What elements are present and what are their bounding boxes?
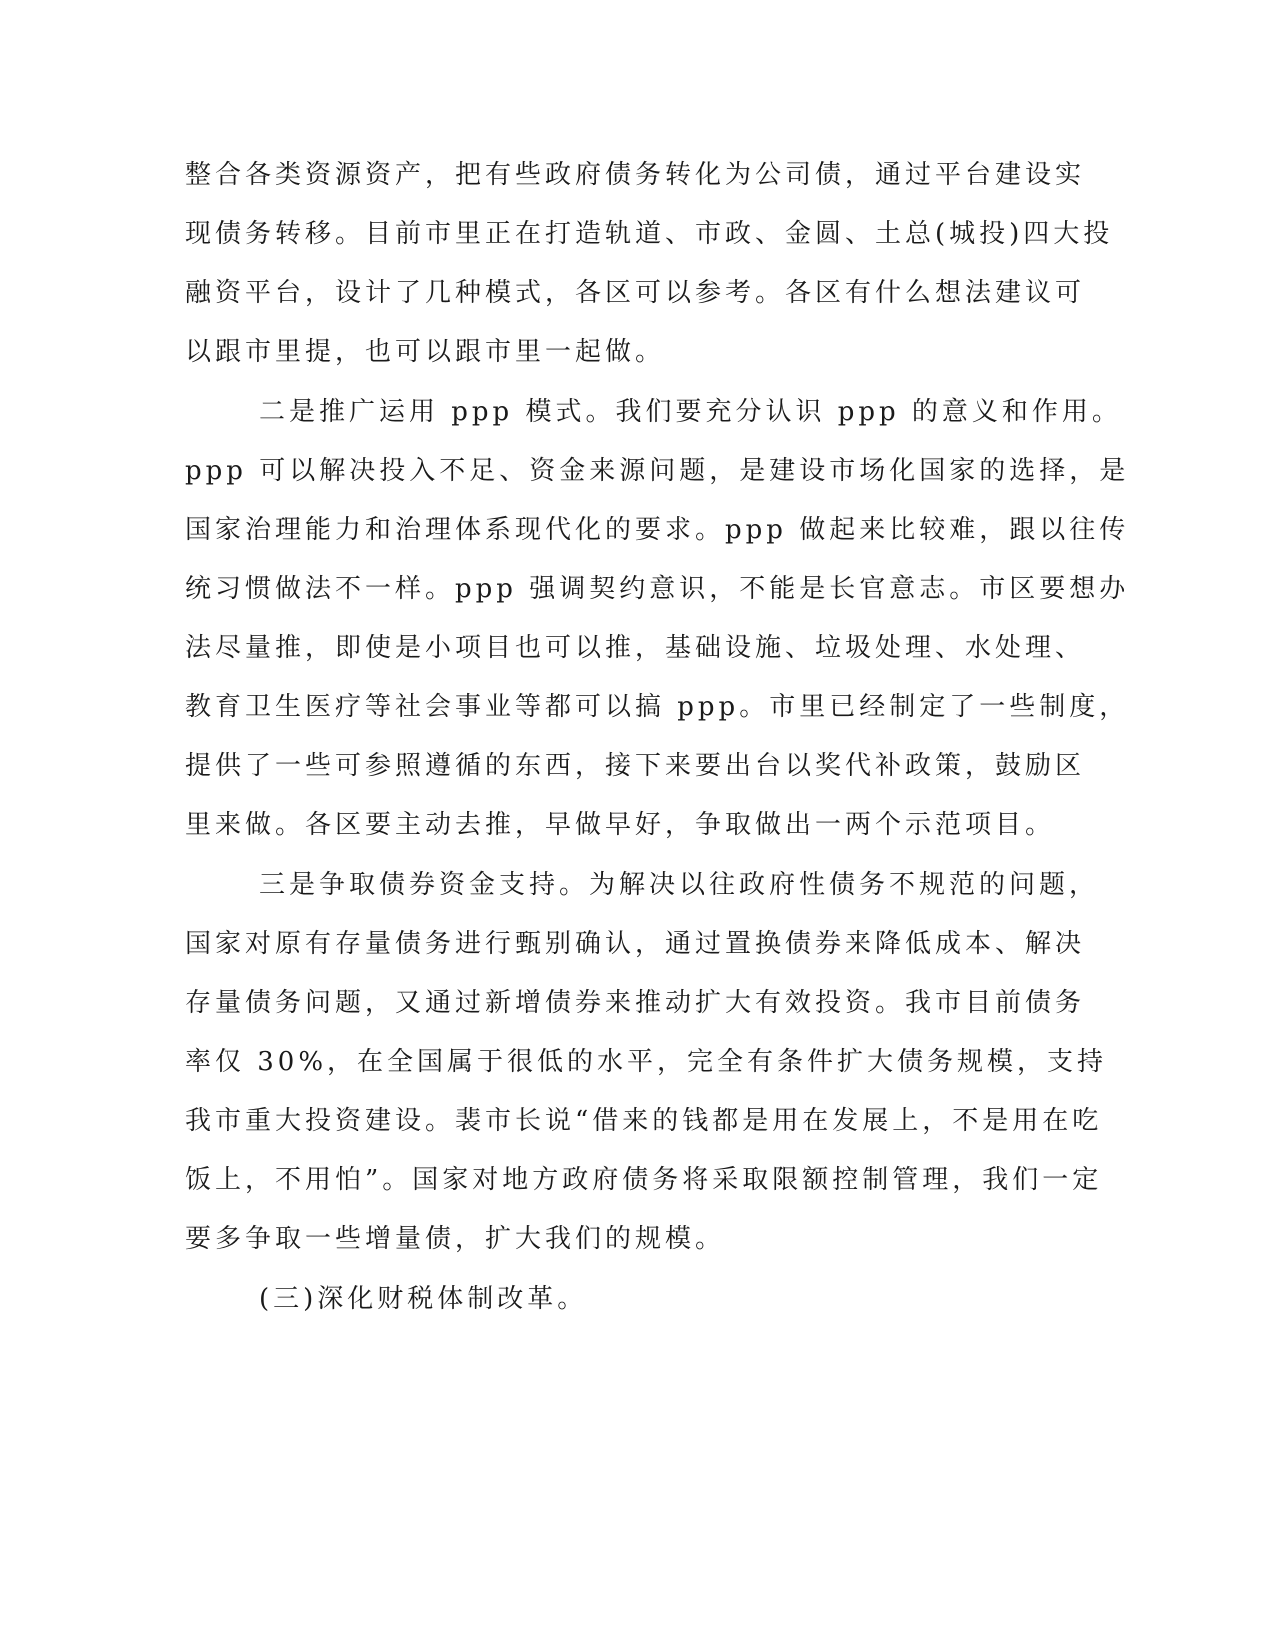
text-line: 统习惯做法不一样。ppp 强调契约意识，不能是长官意志。市区要想办 [185,574,1130,604]
text-line: 整合各类资源资产，把有些政府债务转化为公司债，通过平台建设实 [185,160,1086,190]
text-line: 率仅 30%，在全国属于很低的水平，完全有条件扩大债务规模，支持 [185,1047,1108,1077]
text-line: 教育卫生医疗等社会事业等都可以搞 ppp。市里已经制定了一些制度， [185,692,1130,722]
text-line: 提供了一些可参照遵循的东西，接下来要出台以奖代补政策，鼓励区 [185,751,1086,781]
text-line: 我市重大投资建设。裴市长说“借来的钱都是用在发展上，不是用在吃 [185,1106,1103,1136]
text-line: 国家治理能力和治理体系现代化的要求。ppp 做起来比较难，跟以往传 [185,515,1130,545]
paragraph-start-line: 三是争取债券资金支持。为解决以往政府性债务不规范的问题， [259,870,1100,900]
text-line: 饭上，不用怕”。国家对地方政府债务将采取限额控制管理，我们一定 [185,1165,1103,1195]
section-heading: (三)深化财税体制改革。 [259,1284,588,1314]
text-line: 要多争取一些增量债，扩大我们的规模。 [185,1224,726,1254]
text-line: 现债务转移。目前市里正在打造轨道、市政、金圆、土总(城投)四大投 [185,219,1114,249]
text-line: 法尽量推，即使是小项目也可以推，基础设施、垃圾处理、水处理、 [185,633,1086,663]
text-line: 存量债务问题，又通过新增债券来推动扩大有效投资。我市目前债务 [185,988,1086,1018]
text-line: 以跟市里提，也可以跟市里一起做。 [185,337,666,367]
paragraph-start-line: 二是推广运用 ppp 模式。我们要充分认识 ppp 的意义和作用。 [259,397,1122,427]
text-line: 里来做。各区要主动去推，早做早好，争取做出一两个示范项目。 [185,810,1056,840]
text-line: 融资平台，设计了几种模式，各区可以参考。各区有什么想法建议可 [185,278,1086,308]
text-line: ppp 可以解决投入不足、资金来源问题，是建设市场化国家的选择，是 [185,456,1130,486]
text-line: 国家对原有存量债务进行甄别确认，通过置换债券来降低成本、解决 [185,929,1086,959]
